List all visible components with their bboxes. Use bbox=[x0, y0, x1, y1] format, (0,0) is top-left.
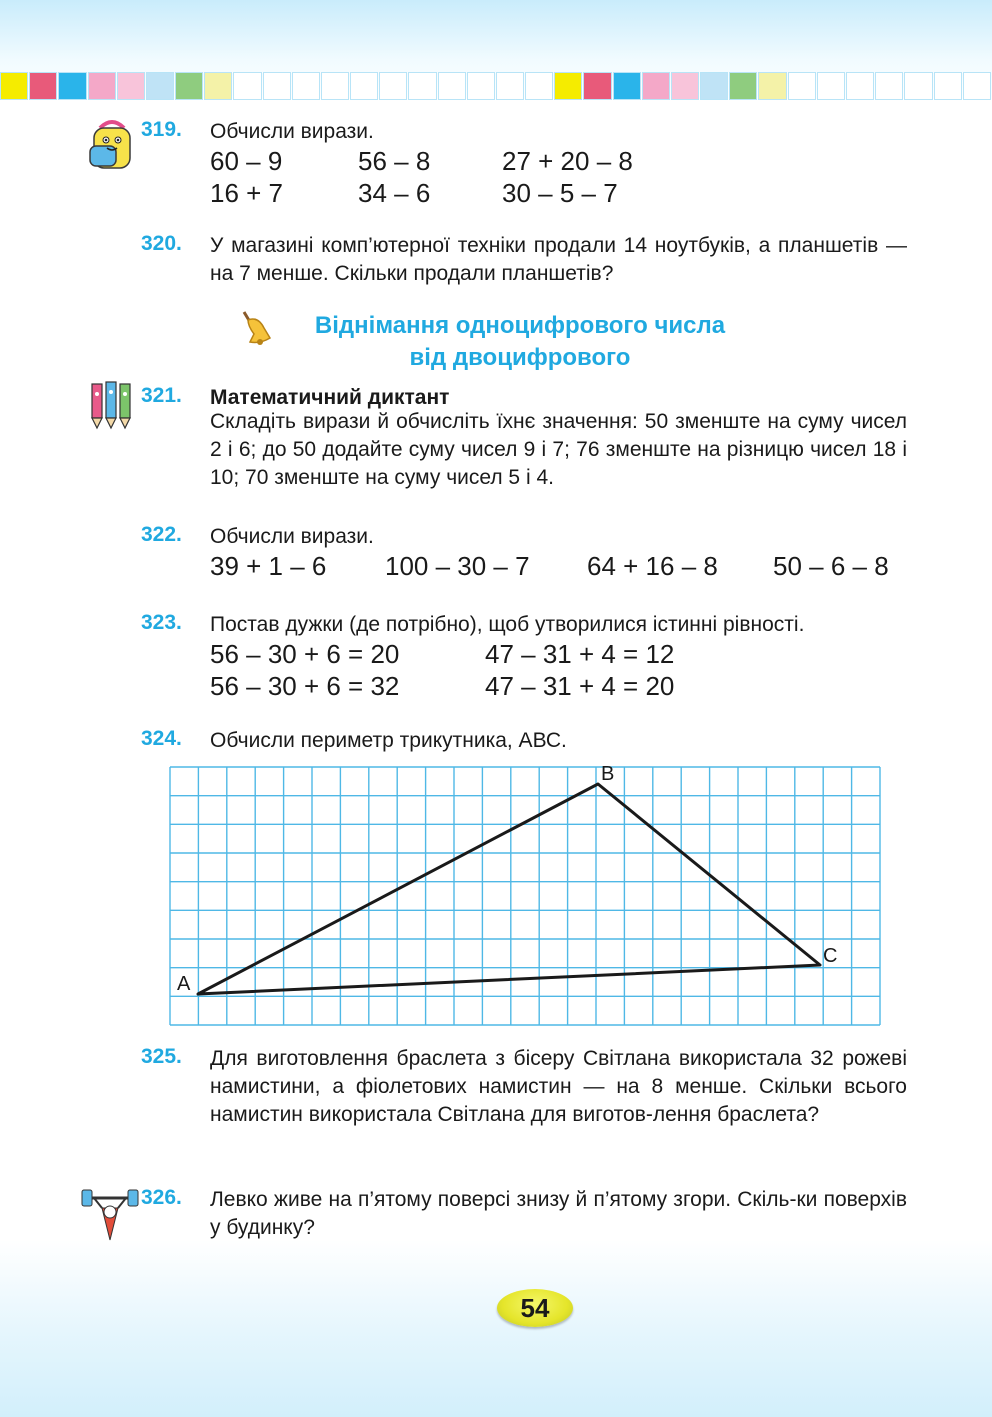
expression: 27 + 20 – 8 bbox=[502, 146, 633, 176]
stripe-cell bbox=[788, 72, 816, 100]
stripe-cell bbox=[233, 72, 261, 100]
stripe-cell bbox=[292, 72, 320, 100]
stripe-cell bbox=[613, 72, 641, 100]
stripe-cell bbox=[583, 72, 611, 100]
vertex-label-a: А bbox=[177, 973, 191, 995]
equality: 56 – 30 + 6 = 32 bbox=[210, 671, 400, 701]
stripe-cell bbox=[117, 72, 145, 100]
section-title-line: Віднімання одноцифрового числа bbox=[314, 312, 726, 339]
exercise-number: 325. bbox=[141, 1045, 182, 1068]
stripe-cell bbox=[525, 72, 553, 100]
weightlifter-icon bbox=[80, 1182, 140, 1244]
stripe-cell bbox=[642, 72, 670, 100]
stripe-cell bbox=[846, 72, 874, 100]
expression: 30 – 5 – 7 bbox=[502, 178, 618, 208]
exercise-number: 319. bbox=[141, 118, 182, 141]
exercise-number: 323. bbox=[141, 611, 182, 634]
exercise-number: 324. bbox=[141, 727, 182, 750]
decorative-color-stripe bbox=[0, 72, 992, 100]
equality: 47 – 31 + 4 = 20 bbox=[485, 671, 675, 701]
exercise-text: У магазині комп’ютерної техніки продали 14 ноутбуків, а планшетів — на 7 менше. Скільки продали планшетів? bbox=[210, 234, 907, 285]
expression: 16 + 7 bbox=[210, 178, 284, 208]
stripe-cell bbox=[671, 72, 699, 100]
stripe-cell bbox=[554, 72, 582, 100]
stripe-cell bbox=[204, 72, 232, 100]
stripe-cell bbox=[467, 72, 495, 100]
exercise-text: Обчисли вирази. bbox=[210, 525, 374, 548]
grid-lines bbox=[170, 767, 880, 1025]
exercise-text: Левко живе на п’ятому поверсі знизу й п’ятому згори. Скіль-ки поверхів у будинку? bbox=[210, 1188, 907, 1239]
expression: 64 + 16 – 8 bbox=[587, 551, 718, 581]
page-number: 54 bbox=[497, 1289, 573, 1327]
stripe-cell bbox=[729, 72, 757, 100]
expression: 50 – 6 – 8 bbox=[773, 551, 889, 581]
stripe-cell bbox=[934, 72, 962, 100]
section-title-line: від двоцифрового bbox=[409, 344, 631, 371]
exercise-number: 326. bbox=[141, 1186, 182, 1209]
stripe-cell bbox=[88, 72, 116, 100]
triangle-abc bbox=[198, 784, 820, 994]
stripe-cell bbox=[321, 72, 349, 100]
stripe-cell bbox=[263, 72, 291, 100]
exercise-text: Для виготовлення браслета з бісеру Світлана використала 32 рожеві намистини, а фіолетових намистин — на 8 менше. Скільки всього намистин використала Світлана для виготов-лення браслета? bbox=[210, 1047, 907, 1126]
stripe-cell bbox=[175, 72, 203, 100]
stripe-cell bbox=[817, 72, 845, 100]
equality: 56 – 30 + 6 = 20 bbox=[210, 639, 400, 669]
stripe-cell bbox=[875, 72, 903, 100]
exercise-heading: Математичний диктант bbox=[210, 386, 450, 409]
expression: 39 + 1 – 6 bbox=[210, 551, 327, 581]
exercise-text: Обчисли вирази. bbox=[210, 120, 374, 143]
vertex-label-c: С bbox=[823, 945, 838, 967]
pencils-icon bbox=[86, 380, 140, 430]
expression: 60 – 9 bbox=[210, 146, 283, 176]
equality: 47 – 31 + 4 = 12 bbox=[485, 639, 675, 669]
stripe-cell bbox=[0, 72, 28, 100]
exercise-number: 320. bbox=[141, 232, 182, 255]
exercise-text: Постав дужки (де потрібно), щоб утворилися істинні рівності. bbox=[210, 613, 805, 636]
stripe-cell bbox=[438, 72, 466, 100]
grid-diagram bbox=[169, 766, 881, 1026]
stripe-cell bbox=[408, 72, 436, 100]
stripe-cell bbox=[146, 72, 174, 100]
backpack-icon bbox=[86, 118, 138, 172]
stripe-cell bbox=[379, 72, 407, 100]
stripe-cell bbox=[29, 72, 57, 100]
vertex-label-b: В bbox=[601, 766, 615, 785]
stripe-cell bbox=[758, 72, 786, 100]
expression: 34 – 6 bbox=[358, 178, 431, 208]
stripe-cell bbox=[496, 72, 524, 100]
stripe-cell bbox=[904, 72, 932, 100]
section-title bbox=[240, 310, 800, 374]
exercise-number: 321. bbox=[141, 384, 182, 407]
exercise-number: 322. bbox=[141, 523, 182, 546]
expression: 100 – 30 – 7 bbox=[385, 551, 530, 581]
stripe-cell bbox=[700, 72, 728, 100]
stripe-cell bbox=[350, 72, 378, 100]
triangle-grid-figure bbox=[169, 766, 881, 1031]
stripe-cell bbox=[58, 72, 86, 100]
exercise-text: Складіть вирази й обчисліть їхнє значення: 50 зменште на суму чисел 2 і 6; до 50 додайте суму чисел 9 і 7; 76 зменште на різницю чисел 18 і 10; 70 зменште на суму чисел 5 і 4. bbox=[210, 410, 907, 489]
expression: 56 – 8 bbox=[358, 146, 431, 176]
exercise-text: Обчисли периметр трикутника, АВС. bbox=[210, 729, 567, 752]
stripe-cell bbox=[963, 72, 991, 100]
